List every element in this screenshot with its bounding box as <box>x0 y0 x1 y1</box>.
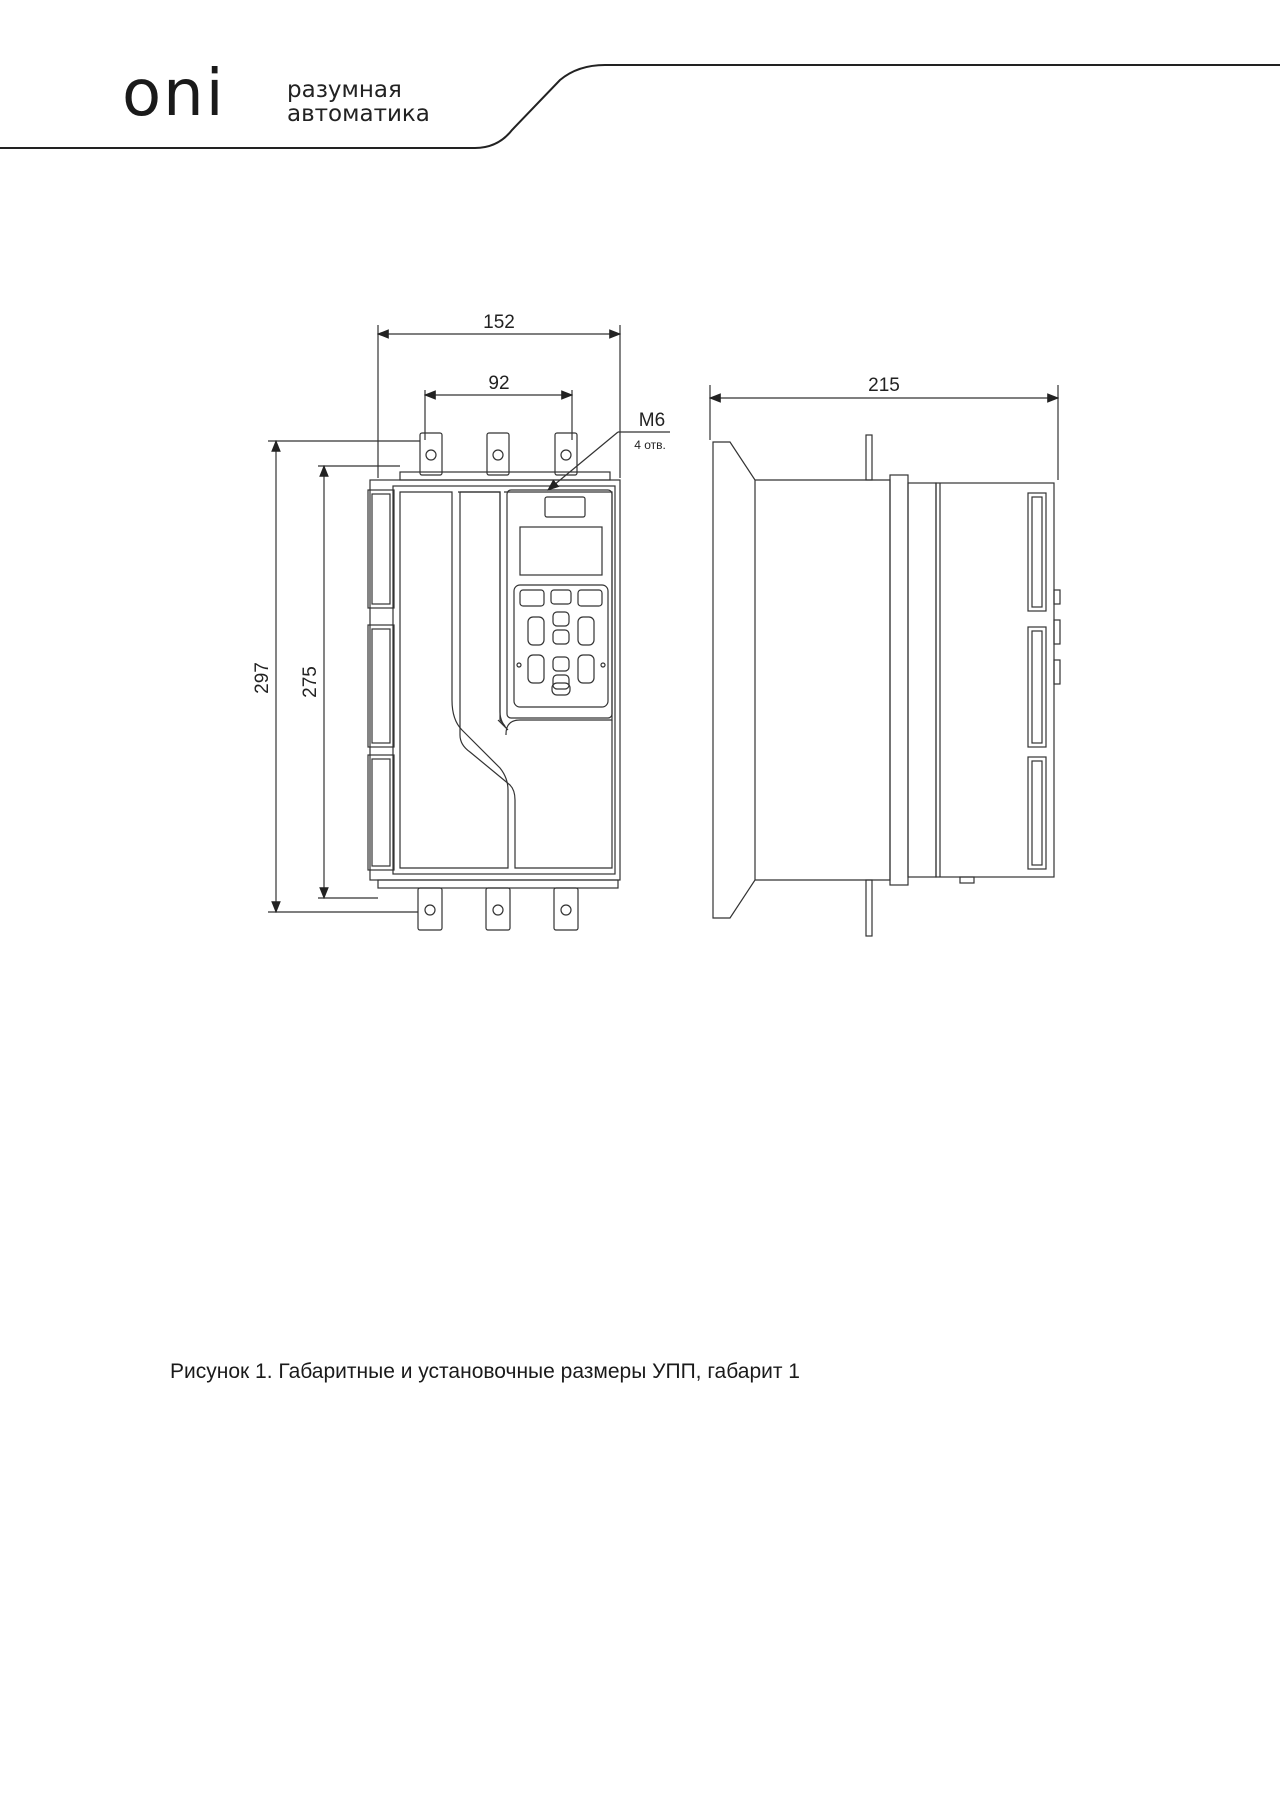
hole-count-label: 4 отв. <box>634 438 666 452</box>
dimension-drawing-svg <box>0 280 1280 960</box>
bottom-terminals <box>378 880 618 930</box>
tagline-line-2: автоматика <box>287 101 430 127</box>
figure-caption: Рисунок 1. Габаритные и установочные размеры УПП, габарит 1 <box>170 1360 800 1383</box>
dim-height-275: 275 <box>300 666 321 698</box>
tagline-line-1: разумная <box>287 77 402 103</box>
dim-width-152: 152 <box>483 312 515 333</box>
brand-logo: oni <box>122 57 226 131</box>
page-header <box>0 0 1280 160</box>
dim-depth-215: 215 <box>868 375 900 396</box>
front-body-outline <box>370 480 620 880</box>
front-view <box>268 325 670 930</box>
brand-tagline <box>287 78 430 126</box>
hole-spec-label: M6 <box>638 410 666 431</box>
dim-height-297: 297 <box>252 662 273 694</box>
top-terminals <box>400 433 610 480</box>
dim-spacing-92: 92 <box>488 373 510 394</box>
side-view <box>710 385 1060 936</box>
technical-drawing <box>0 280 1280 960</box>
